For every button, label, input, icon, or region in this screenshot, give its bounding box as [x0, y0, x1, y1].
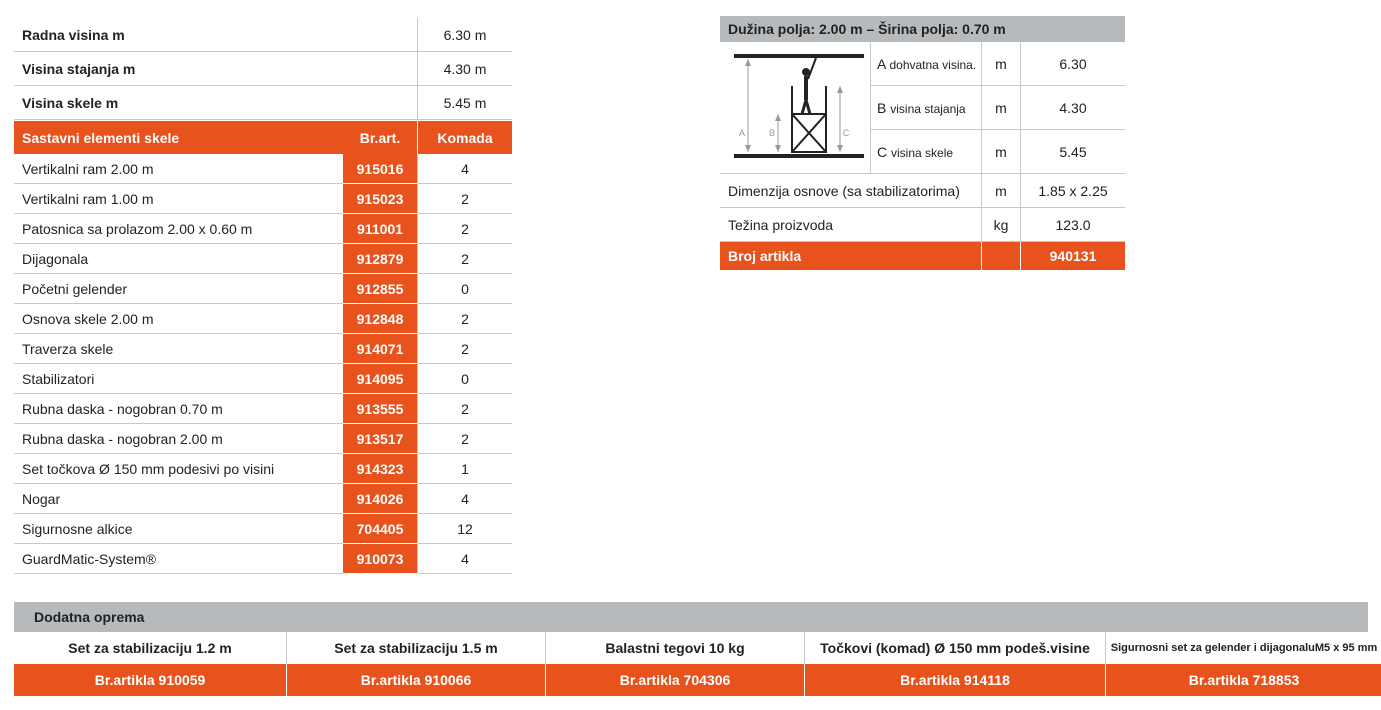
accessory-code: Br.artikla 910059 [14, 664, 287, 696]
component-row [14, 484, 512, 514]
accessory-codes-row [14, 664, 1381, 696]
base-label: Dimenzija osnove (sa stabilizatorima) [720, 174, 982, 208]
base-unit: m [982, 174, 1021, 208]
component-quantity: 4 [418, 484, 513, 514]
component-article: 914026 [343, 484, 418, 514]
component-row [14, 424, 512, 454]
component-article: 912848 [343, 304, 418, 334]
dim-unit: m [982, 86, 1021, 130]
weight-label: Težina proizvoda [720, 208, 982, 242]
components-table [14, 121, 512, 574]
spec-label: Visina skele m [14, 86, 418, 120]
component-row [14, 184, 512, 214]
component-article: 913555 [343, 394, 418, 424]
accessories-title: Dodatna oprema [14, 602, 1368, 632]
component-article: 912855 [343, 274, 418, 304]
component-article: 914323 [343, 454, 418, 484]
component-name: Vertikalni ram 2.00 m [14, 154, 343, 184]
spec-row [14, 18, 512, 52]
dim-label-a [871, 42, 982, 86]
component-row [14, 334, 512, 364]
accessories-section [14, 602, 1378, 696]
dimensions-table [720, 42, 1125, 270]
weight-value: 123.0 [1021, 208, 1126, 242]
panel-title: Dužina polja: 2.00 m – Širina polja: 0.70 m [720, 16, 1125, 42]
accessory-name: Točkovi (komad) Ø 150 mm podeš.visine [805, 632, 1106, 664]
accessory-code: Br.artikla 718853 [1106, 664, 1381, 696]
article-row [720, 242, 1125, 271]
component-name: Početni gelender [14, 274, 343, 304]
component-name: Rubna daska - nogobran 2.00 m [14, 424, 343, 454]
component-row [14, 364, 512, 394]
dim-row [720, 42, 1125, 86]
dim-letter: B [877, 99, 887, 116]
component-name: Traverza skele [14, 334, 343, 364]
component-article: 915016 [343, 154, 418, 184]
component-row [14, 544, 512, 574]
dim-value: 6.30 [1021, 42, 1126, 86]
component-name: Stabilizatori [14, 364, 343, 394]
base-row [720, 174, 1125, 208]
accessory-name: Set za stabilizaciju 1.2 m [68, 640, 232, 656]
figure-label-c: C [842, 128, 850, 138]
accessories-table [14, 632, 1381, 696]
accessory-code: Br.artikla 910066 [287, 664, 546, 696]
component-article: 914071 [343, 334, 418, 364]
spec-table [14, 18, 512, 120]
component-article: 910073 [343, 544, 418, 574]
article-unit-blank [982, 242, 1021, 271]
spec-value: 4.30 m [418, 52, 513, 86]
component-name: Dijagonala [14, 244, 343, 274]
component-row [14, 454, 512, 484]
dim-label-c [871, 130, 982, 174]
component-quantity: 2 [418, 334, 513, 364]
dimensions-panel [720, 16, 1125, 270]
header-components: Sastavni elementi skele [22, 129, 180, 146]
dim-value: 5.45 [1021, 130, 1126, 174]
accessory-code: Br.artikla 914118 [805, 664, 1106, 696]
component-quantity: 2 [418, 184, 513, 214]
component-name: Vertikalni ram 1.00 m [14, 184, 343, 214]
component-quantity: 2 [418, 394, 513, 424]
component-quantity: 0 [418, 364, 513, 394]
dim-unit: m [982, 130, 1021, 174]
spec-row [14, 86, 512, 120]
accessory-code: Br.artikla 704306 [546, 664, 805, 696]
accessory-name: Balastni tegovi 10 kg [546, 632, 805, 664]
component-row [14, 514, 512, 544]
spec-value: 5.45 m [418, 86, 513, 120]
component-quantity: 2 [418, 304, 513, 334]
scaffold-figure [720, 42, 871, 174]
component-quantity: 2 [418, 214, 513, 244]
component-quantity: 0 [418, 274, 513, 304]
component-name: GuardMatic-System® [14, 544, 343, 574]
weight-row [720, 208, 1125, 242]
component-article: 912879 [343, 244, 418, 274]
article-label: Broj artikla [720, 242, 982, 271]
dim-text: visina skele [891, 145, 954, 160]
accessory-name: Sigurnosni set za gelender i dijagonaluM5 x 95 mm [1106, 632, 1381, 664]
component-article: 915023 [343, 184, 418, 214]
dim-text: dohvatna visina. [889, 57, 977, 72]
component-quantity: 4 [418, 544, 513, 574]
component-name: Set točkova Ø 150 mm podesivi po visini [14, 454, 343, 484]
dim-text: visina stajanja [890, 101, 966, 116]
component-name: Nogar [14, 484, 343, 514]
header-article: Br.art. [359, 129, 401, 146]
spec-value: 6.30 m [418, 18, 513, 52]
article-number: 940131 [1021, 242, 1126, 271]
spec-row [14, 52, 512, 86]
spec-label: Visina stajanja m [14, 52, 418, 86]
component-row [14, 304, 512, 334]
component-name: Osnova skele 2.00 m [14, 304, 343, 334]
component-row [14, 274, 512, 304]
figure-label-a: A [738, 128, 746, 138]
component-row [14, 244, 512, 274]
dim-letter: C [877, 143, 888, 160]
component-row [14, 214, 512, 244]
component-article: 914095 [343, 364, 418, 394]
dim-unit: m [982, 42, 1021, 86]
component-row [14, 154, 512, 184]
component-name: Patosnica sa prolazom 2.00 x 0.60 m [14, 214, 343, 244]
component-row [14, 394, 512, 424]
component-article: 913517 [343, 424, 418, 454]
header-quantity: Komada [418, 121, 513, 154]
component-article: 704405 [343, 514, 418, 544]
component-quantity: 1 [418, 454, 513, 484]
dim-letter: A [877, 55, 886, 72]
base-value: 1.85 x 2.25 [1021, 174, 1126, 208]
component-quantity: 2 [418, 244, 513, 274]
component-quantity: 2 [418, 424, 513, 454]
accessory-names-row [14, 632, 1381, 664]
dim-label-b [871, 86, 982, 130]
accessory-name: Set za stabilizaciju 1.5 m [287, 632, 546, 664]
component-quantity: 12 [418, 514, 513, 544]
components-header [14, 121, 512, 154]
component-article: 911001 [343, 214, 418, 244]
component-quantity: 4 [418, 154, 513, 184]
weight-unit: kg [982, 208, 1021, 242]
component-name: Sigurnosne alkice [14, 514, 343, 544]
scaffold-diagram-icon [720, 44, 870, 168]
figure-label-b: B [768, 128, 776, 138]
dim-value: 4.30 [1021, 86, 1126, 130]
spec-label: Radna visina m [14, 18, 418, 52]
component-name: Rubna daska - nogobran 0.70 m [14, 394, 343, 424]
